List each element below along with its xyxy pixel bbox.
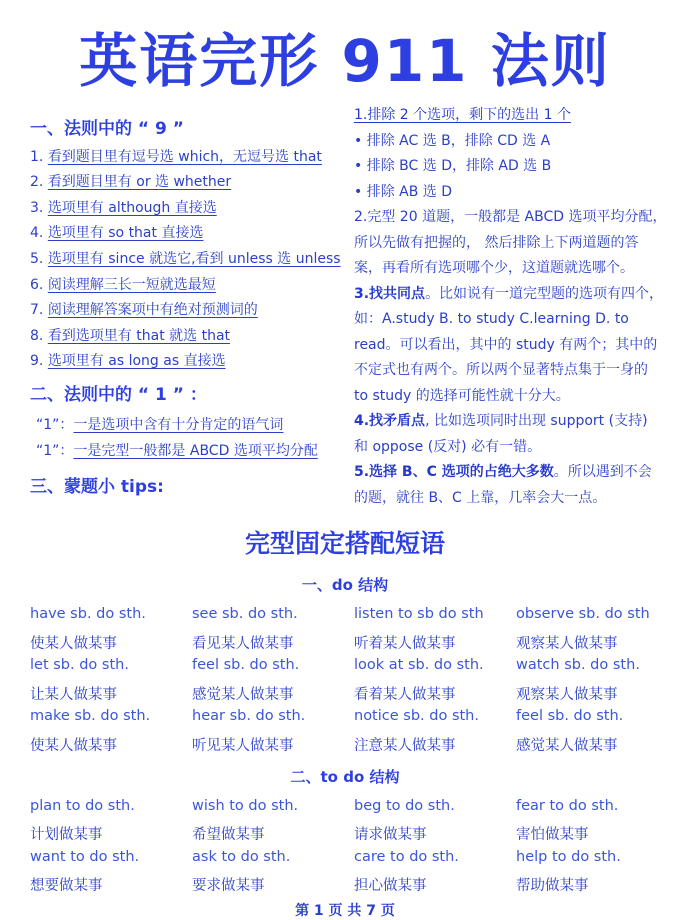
rule-item: 6. 阅读理解三长一短就选最短 bbox=[30, 277, 216, 293]
phrase-cn: 想要做某事 bbox=[30, 878, 103, 894]
phrase-cn: 看着某人做某事 bbox=[354, 687, 456, 703]
rule-item: 7. 阅读理解答案项中有绝对预测词的 bbox=[30, 302, 258, 318]
phrase-en: help to do sth. bbox=[516, 849, 621, 865]
phrase-cn: 使某人做某事 bbox=[30, 738, 117, 754]
phrase-en: feel sb. do sth. bbox=[516, 708, 624, 724]
rule-item: 2. 看到题目里有 or 选 whether bbox=[30, 174, 232, 190]
phrase-cn: 观察某人做某事 bbox=[516, 636, 618, 652]
section1-heading: 一、法则中的 “ 9 ” bbox=[30, 119, 184, 139]
tip5-line: 5.选择 B、C 选项的占绝大多数。所以遇到不会 bbox=[354, 464, 652, 480]
phrase-en: make sb. do sth. bbox=[30, 708, 151, 724]
phrase-cn: 要求做某事 bbox=[192, 878, 265, 894]
phrase-cn: 害怕做某事 bbox=[516, 827, 589, 843]
phrase-en: have sb. do sth. bbox=[30, 606, 146, 622]
phrase-cn: 看见某人做某事 bbox=[192, 636, 294, 652]
phrase-cn: 感觉某人做某事 bbox=[516, 738, 618, 754]
todo-structure-heading: 二、to do 结构 bbox=[290, 768, 400, 786]
phrase-en: listen to sb do sth bbox=[354, 606, 484, 622]
tip3-line: read。可以看出，其中的 study 有两个；其中的 bbox=[354, 336, 658, 353]
rule-one-item: “1”：一是选项中含有十分肯定的语气词 bbox=[36, 417, 284, 433]
tip3-line: to study 的选择可能性就十分大。 bbox=[354, 387, 570, 404]
tip5-line: 的题，就往 B、C 上靠，几率会大一点。 bbox=[354, 489, 607, 506]
rule-item: 4. 选项里有 so that 直接选 bbox=[30, 225, 204, 241]
tip2-line: 2.完型 20 道题，一般都是 ABCD 选项平均分配， bbox=[354, 209, 667, 225]
phrase-cn: 注意某人做某事 bbox=[354, 738, 456, 754]
phrase-cn: 使某人做某事 bbox=[30, 636, 117, 652]
tip-bullet: • 排除 AB 选 D bbox=[354, 183, 453, 200]
phrase-en: ask to do sth. bbox=[192, 849, 291, 865]
phrase-cn: 希望做某事 bbox=[192, 827, 265, 843]
phrase-en: plan to do sth. bbox=[30, 798, 135, 814]
phrase-cn: 让某人做某事 bbox=[30, 687, 117, 703]
rule-item: 8. 看到选项里有 that 就选 that bbox=[30, 328, 231, 344]
page-footer: 第 1 页 共 7 页 bbox=[295, 903, 395, 919]
phrase-cn: 感觉某人做某事 bbox=[192, 687, 294, 703]
rule-item: 1. 看到题目里有逗号选 which，无逗号选 that bbox=[30, 149, 322, 165]
phrase-en: notice sb. do sth. bbox=[354, 708, 479, 724]
tip3-line: 不定式也有两个。所以两个显著特点集于一身的 bbox=[354, 362, 648, 378]
phrase-en: fear to do sth. bbox=[516, 798, 619, 814]
phrase-cn: 观察某人做某事 bbox=[516, 687, 618, 703]
phrase-en: wish to do sth. bbox=[192, 798, 299, 814]
tip3-line: 如：A.study B. to study C.learning D. to bbox=[354, 311, 629, 327]
rule-item: 9. 选项里有 as long as 直接选 bbox=[30, 353, 226, 369]
phrase-en: care to do sth. bbox=[354, 849, 459, 865]
phrase-en: want to do sth. bbox=[30, 849, 140, 865]
tip4-line: 4.找矛盾点, 比如选项同时出现 support (支持) bbox=[354, 413, 648, 429]
phrase-en: see sb. do sth. bbox=[192, 606, 298, 622]
tip1: 1.排除 2 个选项，剩下的选出 1 个 bbox=[354, 107, 571, 123]
phrase-cn: 担心做某事 bbox=[354, 878, 427, 894]
phrase-cn: 计划做某事 bbox=[30, 827, 103, 843]
tip2-line: 所以先做有把握的， 然后排除上下两道题的答 bbox=[354, 234, 639, 251]
phrases-heading: 完型固定搭配短语 bbox=[244, 529, 445, 558]
section3-heading: 三、蒙题小 tips: bbox=[30, 477, 164, 497]
phrase-cn: 帮助做某事 bbox=[516, 878, 589, 894]
tip-bullet: • 排除 AC 选 B，排除 CD 选 A bbox=[354, 132, 551, 149]
phrase-en: beg to do sth. bbox=[354, 798, 455, 814]
tip-bullet: • 排除 BC 选 D，排除 AD 选 B bbox=[354, 158, 552, 174]
phrase-cn: 听着某人做某事 bbox=[354, 636, 456, 652]
phrase-en: feel sb. do sth. bbox=[192, 657, 300, 673]
phrase-en: observe sb. do sth bbox=[516, 606, 650, 622]
rule-one-item: “1”：一是完型一般都是 ABCD 选项平均分配 bbox=[36, 443, 318, 459]
phrase-en: look at sb. do sth. bbox=[354, 657, 484, 673]
phrase-cn: 请求做某事 bbox=[354, 827, 427, 843]
tip2-line: 案，再看所有选项哪个少，这道题就选哪个。 bbox=[354, 260, 634, 276]
do-structure-heading: 一、do 结构 bbox=[301, 576, 389, 594]
rule-item: 3. 选项里有 although 直接选 bbox=[30, 200, 217, 216]
tips-column bbox=[354, 103, 674, 511]
tip3-line: 3.找共同点。比如说有一道完型题的选项有四个， bbox=[354, 285, 664, 302]
tip4-line: 和 oppose (反对) 必有一错。 bbox=[354, 438, 542, 455]
phrase-en: let sb. do sth. bbox=[30, 657, 129, 673]
phrase-en: watch sb. do sth. bbox=[516, 657, 640, 673]
page-title: 英语完形 911 法则 bbox=[79, 27, 611, 95]
rule-item: 5. 选项里有 since 就选它,看到 unless 选 unless bbox=[30, 251, 341, 267]
phrase-cn: 听见某人做某事 bbox=[192, 738, 294, 754]
phrase-en: hear sb. do sth. bbox=[192, 708, 306, 724]
section2-heading: 二、法则中的 “ 1 ” ： bbox=[30, 385, 207, 405]
